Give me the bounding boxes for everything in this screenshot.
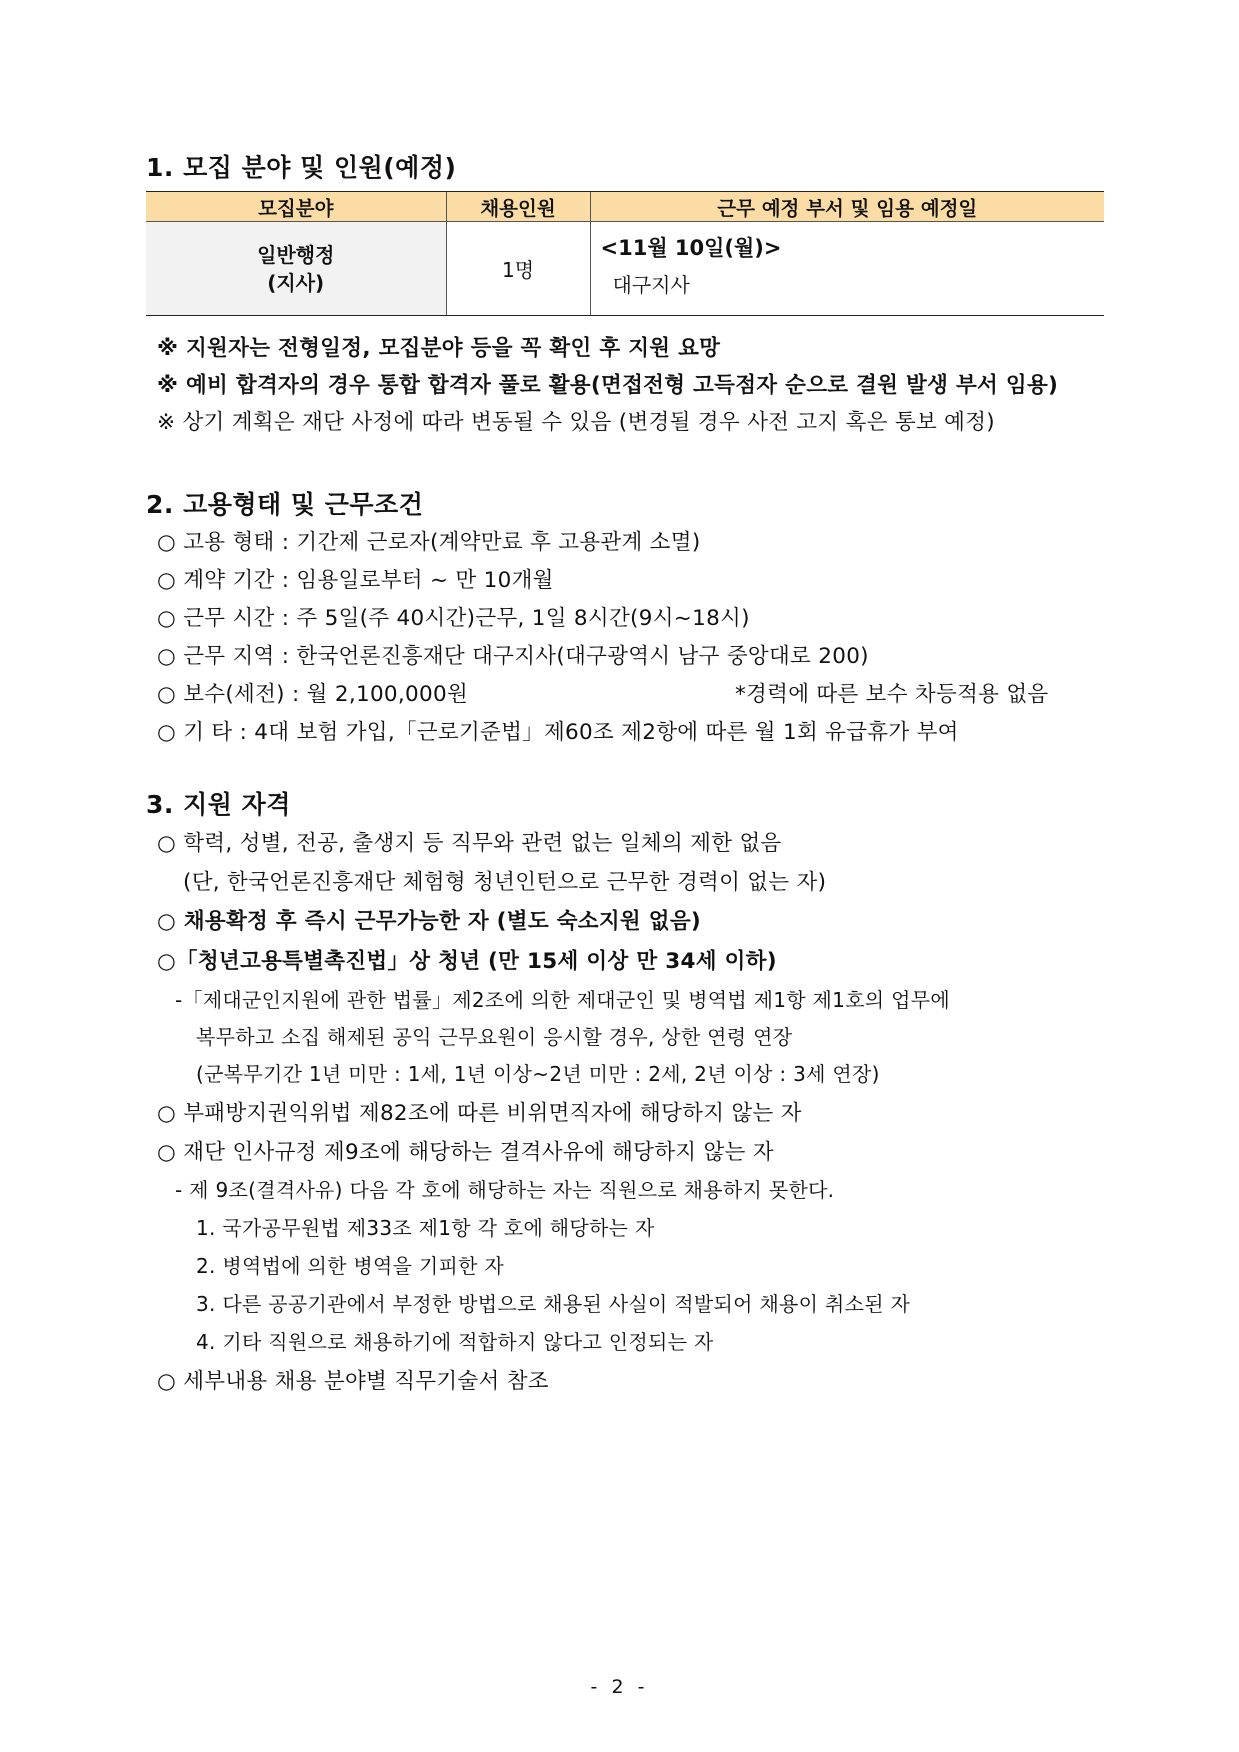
disqualification-item: 3. 다른 공공기관에서 부정한 방법으로 채용된 사실이 적발되어 채용이 취소된 자	[196, 1292, 911, 1316]
qualification-line: ○ 세부내용 채용 분야별 직무기술서 참조	[157, 1369, 549, 1394]
table-row	[146, 222, 1104, 316]
table-cell-dept-date	[590, 222, 1104, 316]
condition-item: ○ 근무 지역 : 한국언론진흥재단 대구지사(대구광역시 남구 중앙대로 200)	[157, 644, 869, 669]
qualification-subline: 복무하고 소집 해제된 공익 근무요원이 응시할 경우, 상한 연령 연장	[196, 1025, 793, 1049]
table-header-count: 채용인원	[446, 192, 590, 222]
qualification-line: ○ 부패방지권익위법 제82조에 따른 비위면직자에 해당하지 않는 자	[157, 1101, 802, 1126]
pay-note: *경력에 따른 보수 차등적용 없음	[735, 682, 1049, 707]
section2-title: 2. 고용형태 및 근무조건	[146, 490, 424, 519]
appointment-date: <11월 10일(월)>	[600, 236, 782, 260]
table-cell-field	[146, 222, 446, 316]
note-3: ※ 상기 계획은 재단 사정에 따라 변동될 수 있음 (변경될 경우 사전 고지 혹은 통보 예정)	[157, 410, 995, 435]
condition-item: ○ 근무 시간 : 주 5일(주 40시간)근무, 1일 8시간(9시~18시)	[157, 606, 750, 631]
condition-item: ○ 기 타 : 4대 보험 가입,「근로기준법」제60조 제2항에 따른 월 1회 유급휴가 부여	[157, 720, 959, 745]
section1-title: 1. 모집 분야 및 인원(예정)	[146, 153, 457, 182]
field-line1: 일반행정	[257, 242, 335, 267]
qualification-line: ○「청년고용특별촉진법」상 청년 (만 15세 이상 만 34세 이하)	[157, 949, 777, 974]
table-header-row	[146, 192, 1104, 222]
qualification-line: ○ 학력, 성별, 전공, 출생지 등 직무와 관련 없는 일체의 제한 없음	[157, 831, 782, 856]
qualification-line: ○ 재단 인사규정 제9조에 해당하는 결격사유에 해당하지 않는 자	[157, 1140, 774, 1165]
qualification-subline: -「제대군인지원에 관한 법률」제2조에 의한 제대군인 및 병역법 제1항 제1호의 업무에	[175, 988, 950, 1012]
note-1: ※ 지원자는 전형일정, 모집분야 등을 꼭 확인 후 지원 요망	[157, 336, 721, 361]
department-name: 대구지사	[612, 273, 690, 297]
qualification-line: ○ 채용확정 후 즉시 근무가능한 자 (별도 숙소지원 없음)	[157, 909, 702, 934]
note-2: ※ 예비 합격자의 경우 통합 합격자 풀로 활용(면접전형 고득점자 순으로 결원 발생 부서 임용)	[157, 373, 1059, 398]
recruitment-table	[146, 191, 1104, 316]
disqualification-item: 2. 병역법에 의한 병역을 기피한 자	[196, 1254, 505, 1278]
table-header-dept-date: 근무 예정 부서 및 임용 예정일	[590, 192, 1104, 222]
table-cell-count: 1명	[446, 222, 590, 316]
condition-item: ○ 고용 형태 : 기간제 근로자(계약만료 후 고용관계 소멸)	[157, 530, 701, 555]
field-line2: (지사)	[267, 270, 325, 295]
table-header-field: 모집분야	[146, 192, 446, 222]
page-number: - 2 -	[590, 1676, 649, 1698]
disqualification-item: 4. 기타 직원으로 채용하기에 적합하지 않다고 인정되는 자	[196, 1330, 714, 1354]
condition-item: ○ 계약 기간 : 임용일로부터 ~ 만 10개월	[157, 568, 554, 593]
qualification-subline: - 제 9조(결격사유) 다음 각 호에 해당하는 자는 직원으로 채용하지 못한다.	[175, 1178, 835, 1202]
qualification-line: (단, 한국언론진흥재단 체험형 청년인턴으로 근무한 경력이 없는 자)	[183, 870, 827, 895]
disqualification-item: 1. 국가공무원법 제33조 제1항 각 호에 해당하는 자	[196, 1216, 655, 1240]
qualification-subline: (군복무기간 1년 미만 : 1세, 1년 이상~2년 미만 : 2세, 2년 이상 : 3세 연장)	[196, 1062, 880, 1086]
condition-item: ○ 보수(세전) : 월 2,100,000원	[157, 682, 469, 707]
section3-title: 3. 지원 자격	[146, 790, 291, 819]
